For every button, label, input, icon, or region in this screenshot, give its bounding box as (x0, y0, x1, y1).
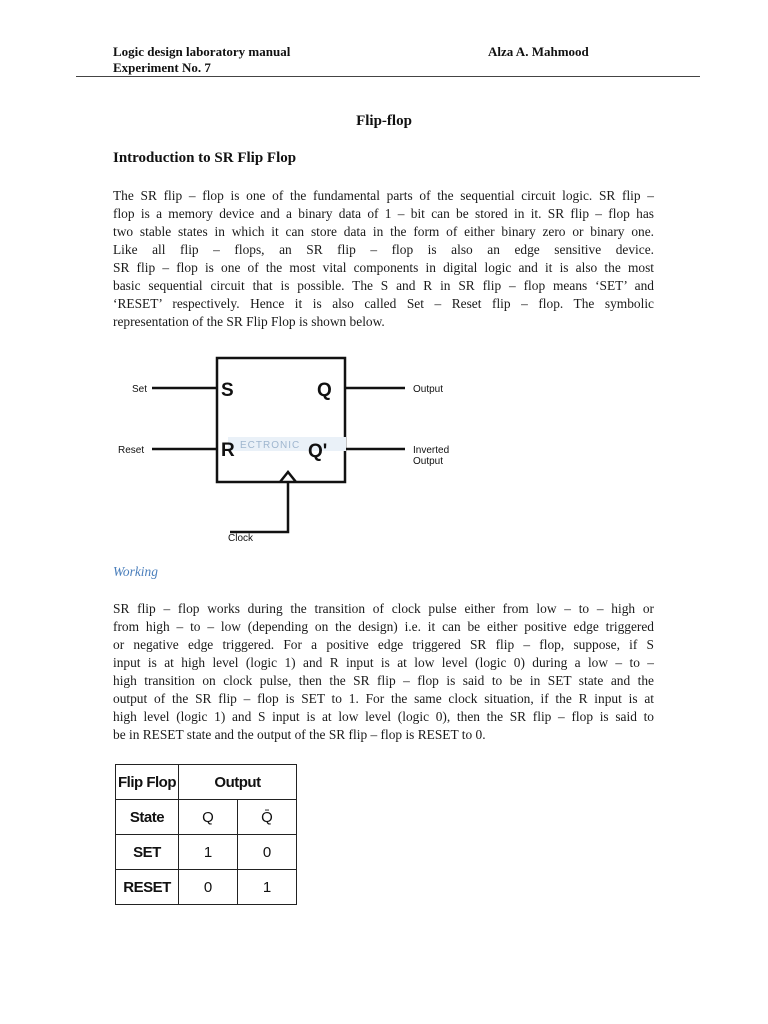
truth-table (115, 764, 297, 905)
working-line: from high – to – low (depending on the design) i.e. it can be either positive edge triggered (113, 619, 654, 634)
intro-line: ‘RESET’ respectively. Hence it is also called Set – Reset flip – flop. The symbolic (113, 296, 654, 311)
table-subheader-cell: Q (179, 800, 238, 835)
sr-flip-flop-symbol (110, 348, 465, 546)
working-heading: Working (113, 564, 158, 579)
author-name: Alza A. Mahmood (488, 44, 589, 59)
document-title: Flip-flop (356, 113, 412, 129)
working-line: high level (logic 1) and S input is at low level (logic 0), then the SR flip – flop is said to (113, 709, 654, 724)
table-header-cell: Flip Flop (116, 765, 179, 800)
intro-line: flop is a memory device and a binary data of 1 – bit can be stored in it. SR flip – flop has (113, 206, 654, 221)
table-row (116, 835, 297, 870)
section-title: Introduction to SR Flip Flop (113, 150, 297, 166)
inverted-output-label-line1: Inverted (413, 445, 450, 456)
table-header-cell: Output (179, 765, 297, 800)
output-label: Output (413, 384, 444, 395)
working-line: high transition on clock pulse, then the SR flip – flop is said to be in SET state and the (113, 673, 654, 688)
header-divider (76, 76, 700, 77)
table-cell: 1 (179, 835, 238, 870)
table-cell: RESET (116, 870, 179, 905)
intro-paragraph (113, 187, 654, 331)
table-subheader-row (116, 800, 297, 835)
working-line: or negative edge triggered. For a positive edge triggered SR flip – flop, suppose, if S (113, 637, 654, 652)
set-label: Set (132, 384, 148, 395)
pin-s-label: S (221, 380, 234, 401)
clock-label: Clock (228, 533, 254, 544)
table-header-row (116, 765, 297, 800)
working-line: input is at high level (logic 1) and R input is at low level (logic 0) during a low – to – (113, 655, 654, 670)
table-row (116, 870, 297, 905)
inverted-output-label-line2: Output (413, 456, 444, 467)
working-line: be in RESET state and the output of the SR flip – flop is RESET to 0. (113, 727, 486, 742)
table-subheader-cell: Q̄ (238, 800, 297, 835)
intro-line: Like all flip – flops, an SR flip – flop is also an edge sensitive device. (113, 242, 654, 257)
sr-flip-flop-diagram (110, 348, 465, 546)
working-line: output of the SR flip – flop is SET to 1. For the same clock situation, if the R input is at (113, 691, 654, 706)
intro-line: representation of the SR Flip Flop is shown below. (113, 314, 385, 329)
working-paragraph (113, 600, 654, 744)
intro-line: two stable states in which it can store data in the form of either binary zero or binary one. (113, 224, 654, 239)
intro-line: SR flip – flop is one of the most vital components in digital logic and it is also the most (113, 260, 654, 275)
pin-q-label: Q (317, 380, 332, 401)
table-cell: 0 (179, 870, 238, 905)
pin-r-label: R (221, 440, 235, 461)
intro-line: The SR flip – flop is one of the fundamental parts of the sequential circuit logic. SR flip – (113, 188, 654, 203)
pin-qbar-label: Q' (308, 441, 328, 462)
working-line: SR flip – flop works during the transition of clock pulse either from low – to – high or (113, 601, 654, 616)
table-cell: 1 (238, 870, 297, 905)
table-cell: SET (116, 835, 179, 870)
experiment-number: Experiment No. 7 (113, 60, 211, 75)
reset-label: Reset (118, 445, 145, 456)
table-cell: 0 (238, 835, 297, 870)
intro-line: basic sequential circuit that is possible. The S and R in SR flip – flop means ‘SET’ and (113, 278, 654, 293)
watermark-text: ECTRONIC (240, 440, 301, 451)
table-subheader-cell: State (116, 800, 179, 835)
manual-title: Logic design laboratory manual (113, 44, 291, 59)
